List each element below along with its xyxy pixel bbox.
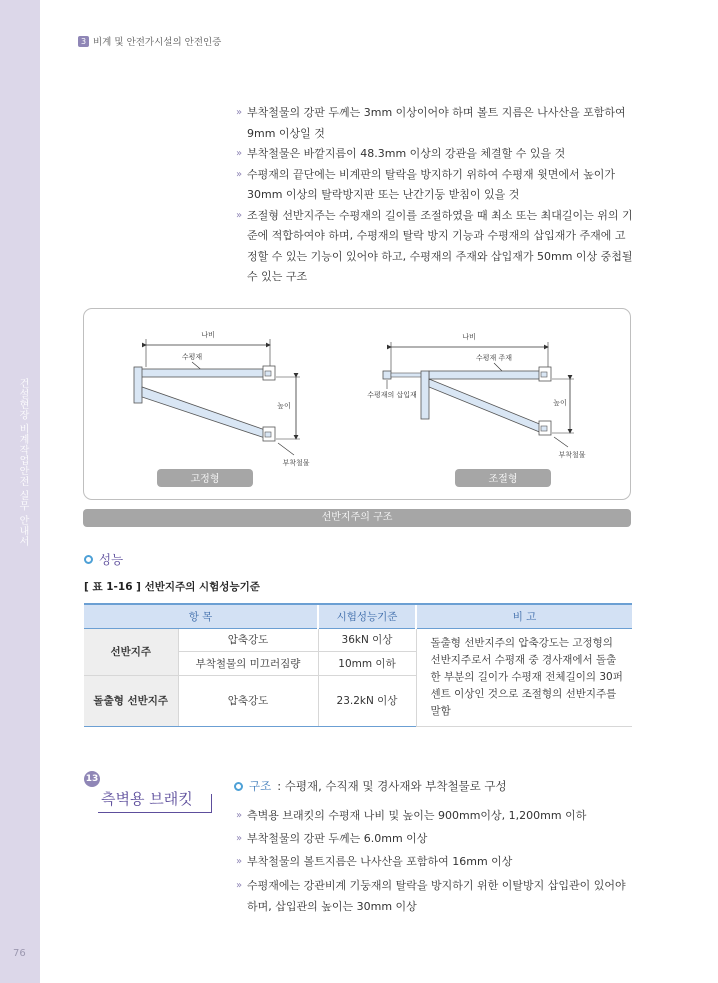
list-item: » 수평재의 끝단에는 비계판의 탈락을 방지하기 위하여 수평재 윗면에서 높이가 30mm 이상의 탈락방지판 또는 난간기둥 받침이 있을 것 (236, 165, 636, 206)
bullet-marker: » (236, 810, 243, 821)
section-divider (211, 794, 212, 813)
list-item: » 조절형 선반지주는 수평재의 길이를 조절하였을 때 최소 또는 최대길이는 위의 기준에 적합하여야 하며, 수평재의 탈락 방지 기능과 수평재의 삽입재가 주재에 고정할 수 있는 기능이 있어야 하고, 수평재의 주재와 삽입재가 50mm 이상 중첩될 수 있는 구조 (236, 206, 636, 288)
section-title: 측벽용 브래킷 (101, 790, 193, 808)
fixed-type-label: 고정형 (190, 474, 220, 485)
column-header: 항 목 (84, 604, 318, 628)
bullet-marker: » (236, 107, 243, 118)
bracket-diagram (84, 309, 632, 501)
fixed-width-label: 나비 (201, 331, 215, 339)
column-header: 시험성능기준 (318, 604, 416, 628)
list-item: » 부착철물의 강판 두께는 3mm 이상이어야 하며 볼트 지름은 나사산을 포함하여 9mm 이상일 것 (236, 103, 636, 144)
section-underline (98, 812, 212, 813)
structure-text: : 수평재, 수직재 및 경사재와 부착철물로 구성 (277, 779, 507, 793)
list-item: » 측벽용 브래킷의 수평재 나비 및 높이는 900mm이상, 1,200mm 이하 (236, 804, 636, 827)
figure-caption: 선반지주의 구조 (83, 509, 631, 527)
table-title: [ 표 1-16 ] 선반지주의 시험성능기준 (84, 581, 260, 593)
structure-line (234, 778, 507, 794)
circle-bullet-icon (84, 555, 93, 564)
fixed-height-label: 높이 (277, 402, 291, 410)
performance-heading: 성능 (84, 550, 123, 568)
bracket-figure (83, 308, 631, 500)
page-number: 76 (13, 948, 26, 959)
group-cell: 돌출형 선반지주 (84, 676, 178, 726)
list-item: » 수평재에는 강관비계 기둥재의 탈락을 방지하기 위한 이탈방지 삽입관이 있어야 하며, 삽입관의 높이는 30mm 이상 (236, 875, 636, 917)
adjustable-width-label: 나비 (462, 333, 476, 341)
horizontal-member (139, 369, 269, 377)
item-cell: 부착철물의 미끄러짐량 (178, 652, 318, 676)
bottom-bullet-list (236, 804, 636, 917)
top-bullet-list (236, 103, 636, 288)
chapter-title: 비계 및 안전가시설의 안전인증 (93, 37, 222, 48)
column-header: 비 고 (416, 604, 632, 628)
vertical-post (134, 367, 142, 403)
adjustable-bracket-label: 부착철물 (558, 451, 586, 459)
fixed-type-drawing (134, 330, 310, 487)
diagonal-member (142, 387, 268, 439)
bullet-marker: » (236, 833, 243, 844)
note-cell: 돌출형 선반지주의 압축강도는 고정형의 선반지주로서 수평재 중 경사재에서 돌출한 부분의 길이가 수평재 전체길이의 30퍼센트 이상인 것으로 조절형의 선반지주를 말함 (416, 628, 632, 726)
adjustable-height-label: 높이 (553, 399, 567, 407)
table-header-row (84, 604, 632, 628)
group-cell: 선반지주 (84, 628, 178, 676)
adjustable-main-label: 수평재 주재 (475, 354, 513, 362)
adjustable-insert-label: 수평재의 삽입재 (367, 391, 417, 399)
table-row (84, 628, 632, 652)
structure-label: 구조 (249, 779, 272, 793)
chapter-header (78, 34, 221, 48)
side-vertical-title: 건설현장 비계작업안전 실무 안내서 (17, 378, 28, 547)
value-cell: 23.2kN 이상 (318, 676, 416, 726)
value-cell: 36kN 이상 (318, 628, 416, 652)
section-number-badge: 13 (84, 771, 100, 787)
adjustable-type-label: 조절형 (488, 474, 518, 485)
main-member (429, 371, 541, 379)
bullet-marker: » (236, 880, 243, 891)
list-item: » 부착철물의 볼트지름은 나사산을 포함하여 16mm 이상 (236, 850, 636, 873)
list-item: » 부착철물은 바깥지름이 48.3mm 이상의 강관을 체결할 수 있을 것 (236, 144, 636, 165)
fixed-bracket-label: 부착철물 (282, 459, 310, 467)
bullet-marker: » (236, 148, 243, 159)
list-item: » 부착철물의 강판 두께는 6.0mm 이상 (236, 827, 636, 850)
fixed-horizontal-label: 수평재 (181, 353, 203, 361)
circle-bullet-icon (234, 782, 243, 791)
bullet-marker: » (236, 856, 243, 867)
item-cell: 압축강도 (178, 628, 318, 652)
adjustable-type-drawing (367, 332, 586, 487)
bullet-marker: » (236, 168, 243, 180)
chapter-number-badge: 3 (78, 36, 89, 47)
value-cell: 10mm 이하 (318, 652, 416, 676)
item-cell: 압축강도 (178, 676, 318, 726)
performance-table (84, 603, 632, 727)
bullet-marker: » (236, 209, 243, 221)
